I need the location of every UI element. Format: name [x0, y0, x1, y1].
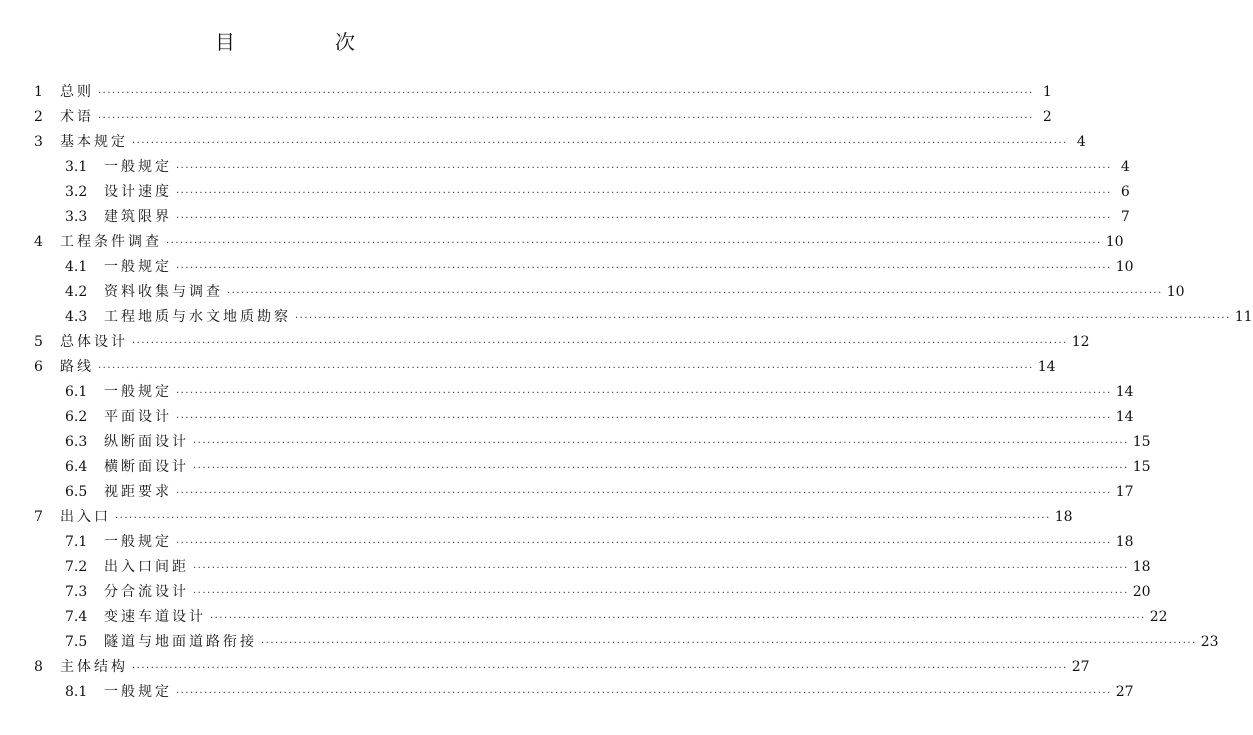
toc-entry-page: 1	[1042, 84, 1052, 100]
toc-entry-line	[60, 80, 1052, 106]
dot-leader: ········································································································································································································	[176, 488, 1112, 499]
page-title: 目 次	[215, 30, 395, 54]
dot-leader: ········································································································································································································	[98, 363, 1034, 374]
dot-leader: ········································································································································································································	[210, 613, 1146, 624]
dot-leader: ········································································································································································································	[193, 563, 1129, 574]
toc-entry-title: 基本规定	[60, 134, 128, 150]
toc-entry-number: 7	[34, 509, 43, 525]
toc-entry-page: 17	[1115, 484, 1134, 500]
toc-entry-page: 15	[1132, 459, 1151, 475]
toc-entry-line	[104, 255, 1134, 281]
toc-entry-title: 分合流设计	[104, 584, 189, 600]
toc-entry-title: 一般规定	[104, 259, 172, 275]
toc-entry-title: 隧道与地面道路衔接	[104, 634, 257, 650]
toc-entry-title: 工程条件调查	[60, 234, 162, 250]
toc-entry-page: 18	[1054, 509, 1073, 525]
toc-entry-page: 18	[1115, 534, 1134, 550]
toc-entry[interactable]	[0, 80, 1052, 105]
toc-entry-title: 一般规定	[104, 384, 172, 400]
toc-entry-line	[104, 180, 1130, 206]
toc-entry-number: 7.4	[65, 609, 88, 625]
toc-entry[interactable]	[0, 155, 1130, 180]
dot-leader: ········································································································································································································	[98, 113, 1034, 124]
dot-leader: ········································································································································································································	[176, 213, 1112, 224]
toc-entry-page: 4	[1120, 159, 1130, 175]
toc-entry[interactable]	[0, 605, 1168, 630]
toc-entry-page: 14	[1115, 409, 1134, 425]
toc-entry[interactable]	[0, 480, 1134, 505]
toc-entry-title: 纵断面设计	[104, 434, 189, 450]
toc-entry[interactable]	[0, 655, 1090, 680]
toc-entry-number: 4.2	[65, 284, 88, 300]
toc-entry-number: 1	[34, 84, 43, 100]
toc-entry-line	[104, 555, 1151, 581]
toc-entry-title: 设计速度	[104, 184, 172, 200]
toc-entry-line	[104, 305, 1253, 331]
toc-entry-line	[104, 480, 1134, 506]
toc-entry-line	[104, 430, 1151, 456]
toc-entry[interactable]	[0, 380, 1134, 405]
toc-entry[interactable]	[0, 430, 1151, 455]
toc-entry-page: 18	[1132, 559, 1151, 575]
toc-entry-number: 8	[34, 659, 43, 675]
toc-entry-number: 6.1	[65, 384, 88, 400]
toc-entry[interactable]	[0, 630, 1219, 655]
toc-entry-page: 14	[1037, 359, 1056, 375]
toc-entry-page: 23	[1200, 634, 1219, 650]
dot-leader: ········································································································································································································	[132, 138, 1068, 149]
toc-entry-page: 2	[1042, 109, 1052, 125]
toc-entry-line	[60, 355, 1056, 381]
toc-entry[interactable]	[0, 455, 1151, 480]
toc-entry-number: 8.1	[65, 684, 88, 700]
toc-entry-number: 3	[34, 134, 43, 150]
toc-entry-line	[104, 155, 1130, 181]
toc-entry[interactable]	[0, 355, 1056, 380]
toc-entry-line	[60, 105, 1052, 131]
toc-entry-title: 术语	[60, 109, 94, 125]
toc-entry-number: 5	[34, 334, 43, 350]
toc-entry-title: 工程地质与水文地质勘察	[104, 309, 291, 325]
dot-leader: ········································································································································································································	[166, 238, 1102, 249]
dot-leader: ········································································································································································································	[193, 588, 1129, 599]
toc-entry-page: 20	[1132, 584, 1151, 600]
toc-entry[interactable]	[0, 180, 1130, 205]
toc-entry-page: 11	[1234, 309, 1253, 325]
toc-entry[interactable]	[0, 505, 1073, 530]
toc-entry-line	[60, 330, 1090, 356]
toc-entry[interactable]	[0, 105, 1052, 130]
toc-entry[interactable]	[0, 530, 1134, 555]
toc-entry-page: 7	[1120, 209, 1130, 225]
toc-entry-number: 6.2	[65, 409, 88, 425]
toc-entry-title: 总体设计	[60, 334, 128, 350]
toc-entry-number: 7.1	[65, 534, 88, 550]
toc-entry-page: 22	[1149, 609, 1168, 625]
toc-entry-number: 6	[34, 359, 43, 375]
toc-entry-number: 2	[34, 109, 43, 125]
toc-entry-page: 14	[1115, 384, 1134, 400]
toc-entry-number: 7.2	[65, 559, 88, 575]
toc-entry[interactable]	[0, 580, 1151, 605]
toc-entry-number: 3.2	[65, 184, 88, 200]
dot-leader: ········································································································································································································	[261, 638, 1197, 649]
toc-entry-title: 资料收集与调查	[104, 284, 223, 300]
dot-leader: ········································································································································································································	[176, 538, 1112, 549]
toc-entry-line	[104, 605, 1168, 631]
toc-entry-page: 15	[1132, 434, 1151, 450]
dot-leader: ········································································································································································································	[176, 263, 1112, 274]
toc-entry-line	[60, 505, 1073, 531]
toc-entry-page: 4	[1076, 134, 1086, 150]
toc-entry[interactable]	[0, 330, 1090, 355]
toc-entry[interactable]	[0, 255, 1134, 280]
toc-entry-number: 6.3	[65, 434, 88, 450]
toc-entry-title: 横断面设计	[104, 459, 189, 475]
toc-entry-title: 视距要求	[104, 484, 172, 500]
toc-entry[interactable]	[0, 130, 1086, 155]
toc-entry-page: 6	[1120, 184, 1130, 200]
toc-entry[interactable]	[0, 205, 1130, 230]
dot-leader: ········································································································································································································	[295, 313, 1231, 324]
toc-entry-line	[60, 130, 1086, 156]
toc-entry-title: 一般规定	[104, 159, 172, 175]
toc-entry-title: 变速车道设计	[104, 609, 206, 625]
dot-leader: ········································································································································································································	[115, 513, 1051, 524]
toc-entry-title: 路线	[60, 359, 94, 375]
toc-entry-line	[104, 405, 1134, 431]
toc-entry-page: 10	[1166, 284, 1185, 300]
toc-entry-page: 12	[1071, 334, 1090, 350]
toc-entry-line	[104, 380, 1134, 406]
dot-leader: ········································································································································································································	[176, 163, 1112, 174]
toc-entry-title: 一般规定	[104, 534, 172, 550]
toc-entry-title: 建筑限界	[104, 209, 172, 225]
toc-entry-number: 7.5	[65, 634, 88, 650]
dot-leader: ········································································································································································································	[176, 413, 1112, 424]
toc-entry-title: 总则	[60, 84, 94, 100]
toc-entry[interactable]	[0, 230, 1124, 255]
toc-entry-page: 27	[1071, 659, 1090, 675]
toc-entry-number: 3.1	[65, 159, 88, 175]
toc-entry-line	[60, 230, 1124, 256]
toc-entry-line	[104, 280, 1185, 306]
toc-entry[interactable]	[0, 280, 1185, 305]
toc-entry-page: 27	[1115, 684, 1134, 700]
dot-leader: ········································································································································································································	[132, 338, 1068, 349]
toc-entry-title: 一般规定	[104, 684, 172, 700]
toc-entry-title: 平面设计	[104, 409, 172, 425]
toc-entry-number: 6.5	[65, 484, 88, 500]
toc-entry-title: 出入口间距	[104, 559, 189, 575]
toc-entry-number: 3.3	[65, 209, 88, 225]
toc-entry-line	[104, 530, 1134, 556]
dot-leader: ········································································································································································································	[227, 288, 1163, 299]
dot-leader: ········································································································································································································	[98, 88, 1034, 99]
toc-entry-title: 出入口	[60, 509, 111, 525]
toc-entry-line	[104, 580, 1151, 606]
toc-entry-number: 6.4	[65, 459, 88, 475]
toc-entry-line	[104, 455, 1151, 481]
dot-leader: ········································································································································································································	[193, 463, 1129, 474]
toc-entry[interactable]	[0, 305, 1253, 330]
toc-entry-line	[104, 630, 1219, 656]
toc-entry-number: 7.3	[65, 584, 88, 600]
dot-leader: ········································································································································································································	[193, 438, 1129, 449]
toc-entry-title: 主体结构	[60, 659, 128, 675]
toc-entry-number: 4.3	[65, 309, 88, 325]
toc-entry[interactable]	[0, 405, 1134, 430]
toc-entry-number: 4	[34, 234, 43, 250]
dot-leader: ········································································································································································································	[176, 688, 1112, 699]
toc-entry-line	[104, 205, 1130, 231]
toc-entry-page: 10	[1115, 259, 1134, 275]
toc-entry-line	[60, 655, 1090, 681]
toc-entry-number: 4.1	[65, 259, 88, 275]
toc-entry-page: 10	[1105, 234, 1124, 250]
toc-entry-line	[104, 680, 1134, 706]
dot-leader: ········································································································································································································	[176, 388, 1112, 399]
dot-leader: ········································································································································································································	[132, 663, 1068, 674]
dot-leader: ········································································································································································································	[176, 188, 1112, 199]
toc-entry[interactable]	[0, 680, 1134, 705]
toc-entry[interactable]	[0, 555, 1151, 580]
